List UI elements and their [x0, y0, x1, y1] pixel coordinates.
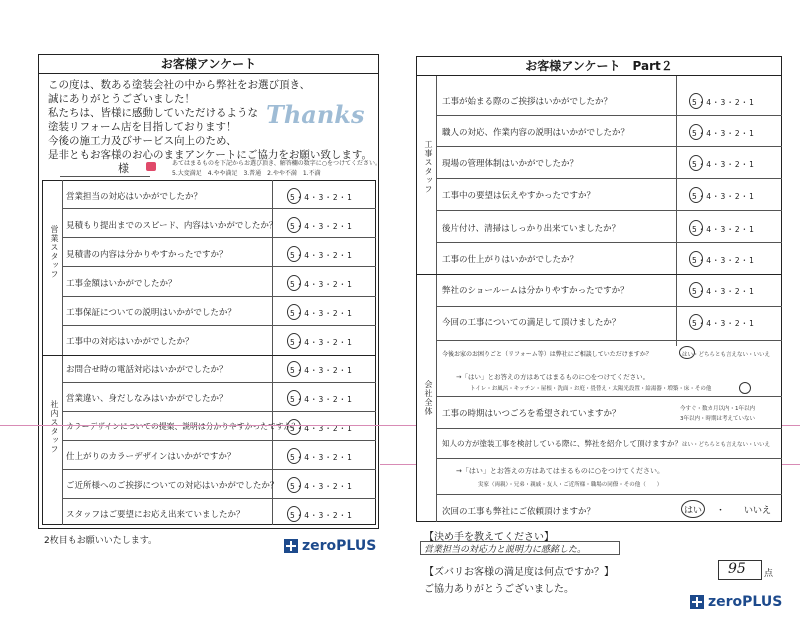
- answer-timing-line[interactable]: 3年以内・時期は考えていない: [680, 416, 756, 422]
- rating-scale[interactable]: 5・4・3・2・1: [290, 222, 353, 231]
- question-reform: 今後お家のお困りごと（リフォーム等）は弊社にご相談していただけますか？: [442, 351, 652, 358]
- question-text: 工事中の要望は伝えやすかったですか？: [442, 191, 596, 201]
- answer-circle: [287, 304, 301, 320]
- section-label-company: 会社全体: [424, 380, 433, 416]
- answer-circle: [689, 314, 703, 330]
- question-text: 工事が始まる際のご挨拶はいかがでしたか？: [442, 97, 613, 107]
- answer-circle: [287, 361, 301, 377]
- question-timing: 工事の時期はいつごろを希望されていますか？: [442, 409, 621, 419]
- answer-separator: ・: [716, 506, 726, 516]
- row-divider: [436, 340, 782, 341]
- row-divider: [436, 306, 782, 307]
- rating-scale[interactable]: 5・4・3・2・1: [290, 366, 353, 375]
- row-divider: [62, 237, 376, 238]
- left-survey-title: お客様アンケート: [38, 54, 379, 74]
- question-text: 職人の対応、作業内容の説明はいかがでしたか？: [442, 128, 630, 138]
- question-text: スタッフはご要望にお応え出来ていましたか？: [66, 510, 245, 520]
- rating-scale[interactable]: 5・4・3・2・1: [290, 482, 353, 491]
- question-text: 営業違い、身だしなみはいかがでしたか？: [66, 394, 228, 404]
- answer-circle: [689, 220, 703, 236]
- rating-scale[interactable]: 5・4・3・2・1: [290, 338, 353, 347]
- question-text: 見積書の内容は分かりやすかったですか？: [66, 250, 228, 260]
- brand-logo: [284, 538, 376, 554]
- section-label-office: 社内スタッフ: [50, 400, 59, 454]
- referral-options[interactable]: 実家（両親）・兄弟・親戚・友人・ご近所様・職場の同僚・その他（ ）: [478, 482, 663, 488]
- brand-name: zeroPLUS: [302, 538, 377, 554]
- answer-circle: [689, 187, 703, 203]
- footer-note: 2枚目もお願いいたします。: [44, 536, 158, 546]
- row-divider: [62, 469, 376, 470]
- table-divider: [436, 76, 437, 522]
- reform-options[interactable]: トイレ・お風呂・キッチン・屋根・洗面・お庭・畳替え・太陽光設置・給湯器・増築・床・その他: [470, 386, 712, 392]
- question-text: 後片付け、清掃はしっかり出来ていましたか？: [442, 224, 621, 234]
- rating-scale[interactable]: 5・4・3・2・1: [290, 309, 353, 318]
- answer-circle: [287, 506, 301, 522]
- table-divider: [272, 180, 273, 525]
- row-divider: [62, 325, 376, 326]
- brand-logo: [690, 594, 782, 610]
- question-text: 今回の工事についての満足して頂けましたか？: [442, 318, 621, 328]
- rating-scale[interactable]: 5・4・3・2・1: [290, 280, 353, 289]
- pen-mark-icon: [146, 162, 156, 171]
- legend-line: 5.大変満足 4.やや満足 3.普通 2.やや不満 1.不満: [172, 170, 321, 177]
- rating-scale[interactable]: 5・4・3・2・1: [290, 453, 353, 462]
- row-divider: [436, 458, 782, 459]
- intro-line: 私たちは、皆様に感動していただけるような: [48, 107, 258, 119]
- brand-mark-icon: [690, 595, 704, 609]
- row-divider: [436, 178, 782, 179]
- rating-scale[interactable]: 5・4・3・2・1: [692, 256, 755, 265]
- question-text: カラーデザインについての提案、説明は分かりやすかったですか？: [66, 422, 300, 431]
- score-value: 95: [728, 561, 746, 577]
- answer-options-referral[interactable]: はい・どちらとも言えない・いいえ: [682, 442, 771, 448]
- followup-referral: →「はい」とお答えの方はあてはまるものに○をつけてください。: [456, 467, 664, 475]
- question-text: お問合せ時の電話対応はいかがでしたか？: [66, 365, 228, 375]
- row-divider: [436, 210, 782, 211]
- rating-scale[interactable]: 5・4・3・2・1: [290, 193, 353, 202]
- section-label-construction: 工事スタッフ: [424, 140, 433, 194]
- decision-answer[interactable]: 営業担当の対応力と説明力に感銘した。: [424, 545, 587, 555]
- question-text: ご近所様へのご挨拶についての対応はいかがでしたか？: [66, 481, 279, 491]
- row-divider: [436, 396, 782, 397]
- question-referral: 知人の方が塗装工事を検討している際に、弊社を紹介して頂けますか？: [442, 439, 682, 448]
- question-text: 弊社のショールームは分かりやすかったですか？: [442, 286, 629, 296]
- question-text: 工事金額はいかがでしたか？: [66, 279, 177, 289]
- row-divider: [62, 440, 376, 441]
- name-underline: [60, 176, 150, 177]
- answer-circle: [689, 93, 703, 109]
- answer-circle: [681, 500, 705, 518]
- rating-scale[interactable]: 5・4・3・2・1: [692, 225, 755, 234]
- intro-line: 塗装リフォーム店を目指しております！: [48, 121, 237, 133]
- question-text: 現場の管理体制はいかがでしたか？: [442, 159, 579, 169]
- answer-circle: [679, 346, 695, 359]
- answer-timing-line[interactable]: 今すぐ・数カ月以内・1年以内: [680, 406, 756, 412]
- rating-scale[interactable]: 5・4・3・2・1: [692, 98, 755, 107]
- answer-circle: [287, 448, 301, 464]
- followup-reform: →「はい」とお答えの方はあてはまるものに○をつけてください。: [456, 373, 650, 381]
- row-divider: [62, 208, 376, 209]
- answer-options-reform[interactable]: はい・どちらとも言えない・いいえ: [682, 352, 771, 358]
- section-label-sales: 営業スタッフ: [50, 225, 59, 279]
- row-divider: [62, 498, 376, 499]
- row-divider: [436, 242, 782, 243]
- question-text: 工事の仕上がりはいかがでしたか？: [442, 255, 579, 265]
- answer-circle: [689, 124, 703, 140]
- answer-circle: [287, 477, 301, 493]
- rating-scale[interactable]: 5・4・3・2・1: [692, 160, 755, 169]
- question-text: 仕上がりのカラーデザインはいかがですか？: [66, 452, 236, 462]
- table-divider: [62, 180, 63, 525]
- row-divider: [62, 411, 376, 412]
- closing-thanks: ご協力ありがとうございました。: [424, 584, 574, 595]
- section-divider: [42, 355, 376, 356]
- score-unit: 点: [764, 569, 774, 579]
- answer-circle: [287, 390, 301, 406]
- answer-yes[interactable]: はい: [684, 506, 703, 516]
- score-label: 【ズバリお客様の満足度は何点ですか？】: [424, 567, 614, 578]
- answer-no[interactable]: いいえ: [744, 506, 772, 516]
- answer-circle: [689, 251, 703, 267]
- question-next-order: 次回の工事も弊社にご依頼頂けますか？: [442, 507, 596, 517]
- brand-name: zeroPLUS: [708, 594, 783, 610]
- row-divider: [436, 494, 782, 495]
- rating-scale[interactable]: 5・4・3・2・1: [692, 129, 755, 138]
- question-text: 営業担当の対応はいかがでしたか？: [66, 192, 203, 202]
- answer-circle: [287, 275, 301, 291]
- legend-line: あてはまるものを下記からお選び頂き、解答欄の数字に○をつけてください。: [172, 160, 381, 167]
- row-divider: [62, 266, 376, 267]
- intro-line: 今後の施工力及びサービス向上のため、: [48, 135, 237, 147]
- answer-circle: [739, 382, 751, 394]
- thanks-watermark: Thanks: [266, 100, 365, 129]
- decision-label: 【決め手を教えてください】: [424, 532, 554, 543]
- rating-scale[interactable]: 5・4・3・2・1: [290, 395, 353, 404]
- rating-scale[interactable]: 5・4・3・2・1: [692, 319, 755, 328]
- answer-circle: [287, 217, 301, 233]
- answer-circle: [287, 188, 301, 204]
- answer-circle: [287, 419, 301, 435]
- intro-line: 誠にありがとうございました！: [48, 93, 195, 105]
- rating-scale[interactable]: 5・4・3・2・1: [290, 511, 353, 520]
- customer-name-label: 様: [118, 162, 129, 175]
- section-divider: [416, 274, 782, 275]
- right-survey-title: お客様アンケート Part２: [416, 56, 782, 76]
- answer-circle: [287, 246, 301, 262]
- row-divider: [62, 296, 376, 297]
- answer-circle: [287, 333, 301, 349]
- question-text: 見積もり提出までのスピード、内容はいかがでしたか？: [66, 221, 278, 231]
- brand-mark-icon: [284, 539, 298, 553]
- row-divider: [436, 428, 782, 429]
- rating-scale[interactable]: 5・4・3・2・1: [290, 424, 353, 433]
- intro-line: 是非ともお客様のお心のままアンケートにご協力をお願い致します。: [48, 149, 373, 161]
- rating-scale[interactable]: 5・4・3・2・1: [692, 287, 755, 296]
- answer-circle: [689, 282, 703, 298]
- rating-scale[interactable]: 5・4・3・2・1: [290, 251, 353, 260]
- row-divider: [436, 115, 782, 116]
- question-text: 工事保証についての説明はいかがでしたか？: [66, 308, 236, 318]
- row-divider: [62, 382, 376, 383]
- rating-scale[interactable]: 5・4・3・2・1: [692, 192, 755, 201]
- row-divider: [436, 146, 782, 147]
- question-text: 工事中の対応はいかがでしたか？: [66, 337, 194, 347]
- intro-line: この度は、数ある塗装会社の中から弊社をお選び頂き、: [48, 79, 311, 91]
- answer-circle: [689, 155, 703, 171]
